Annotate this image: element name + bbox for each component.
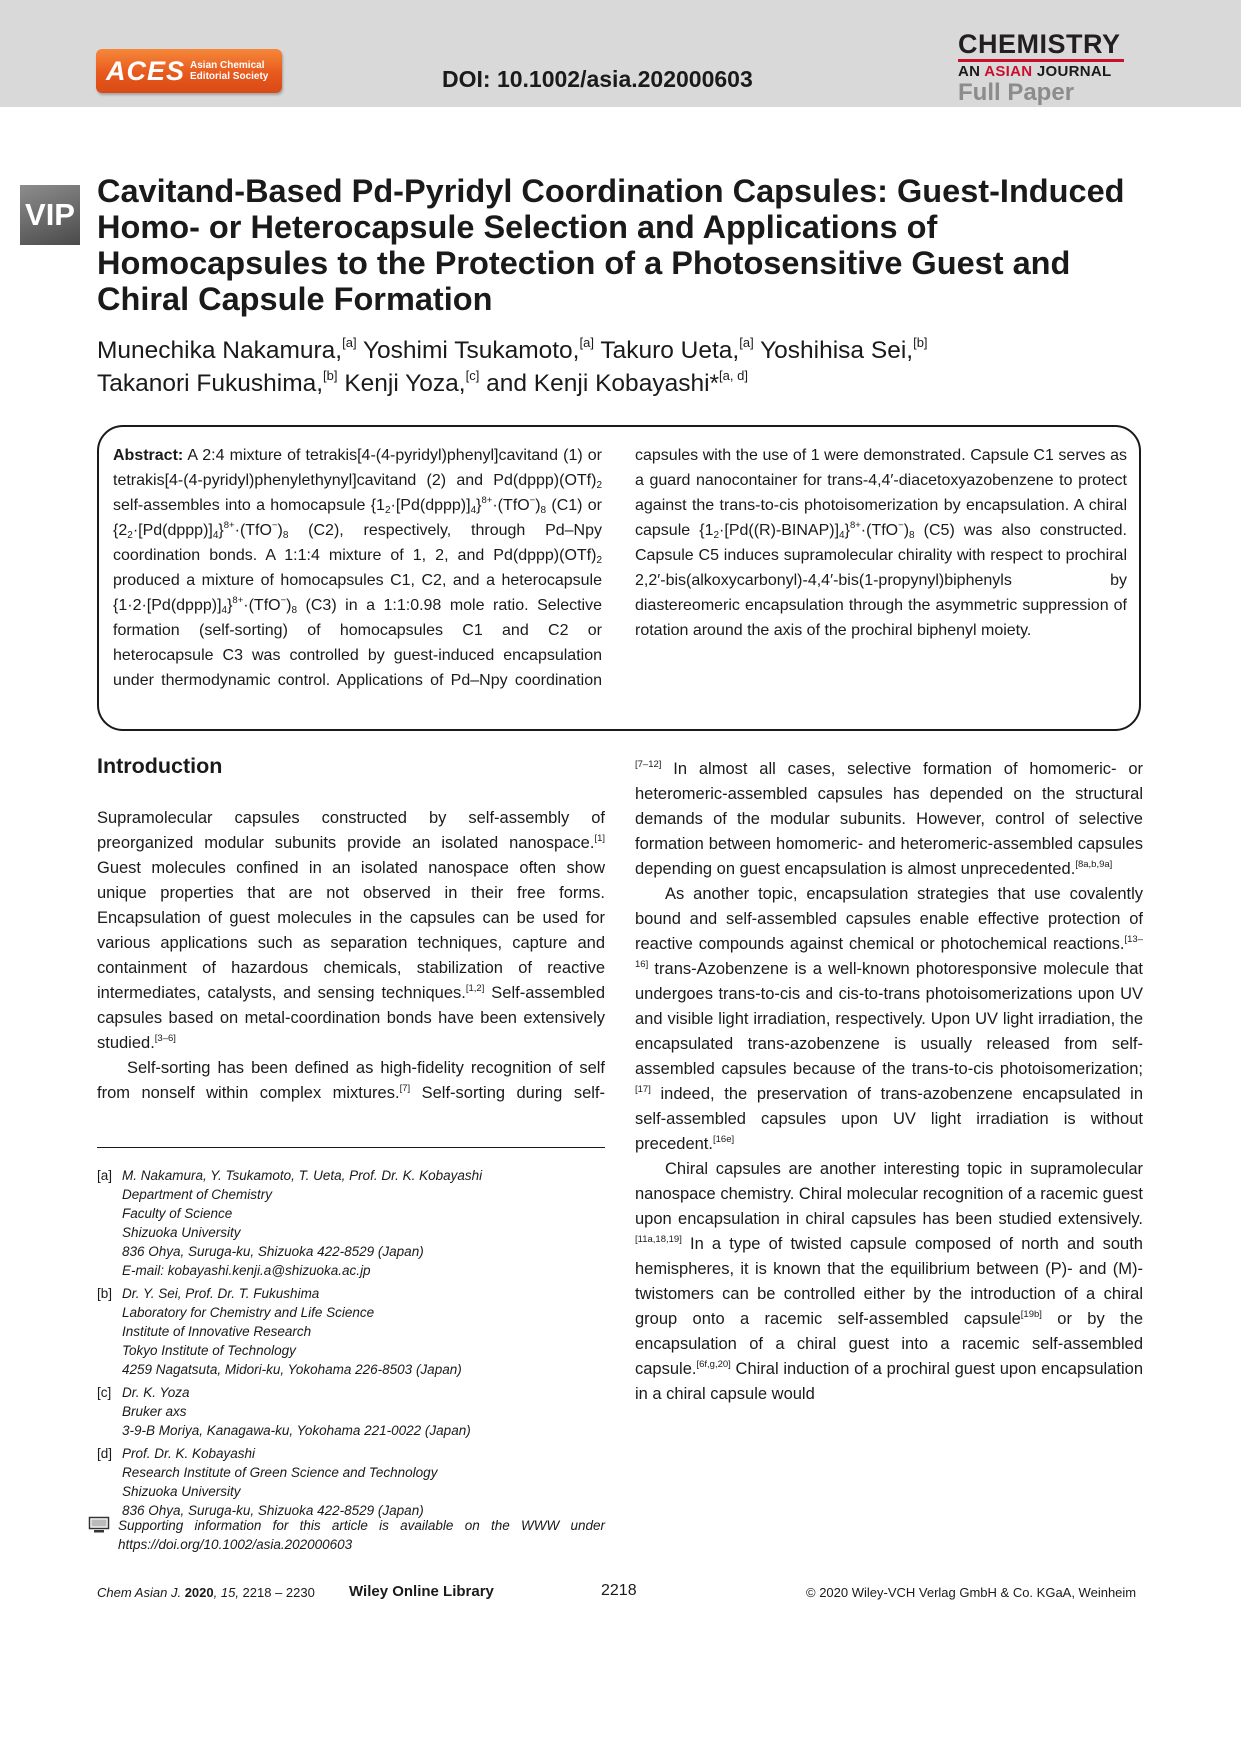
author: and Kenji Kobayashi*[a, d] xyxy=(486,368,748,397)
affiliation-b: [b] Dr. Y. Sei, Prof. Dr. T. Fukushima Laboratory for Chemistry and Life Science Institute of Innovative Research Tokyo Institute of Technology 4259 Nagatsuta, Midori-ku, Yokohama 226-8503 (Japan) xyxy=(97,1286,462,1377)
affiliation-c: [c] Dr. K. Yoza Bruker axs 3-9-B Moriya, Kanagawa-ku, Yokohama 221-0022 (Japan) xyxy=(97,1385,471,1438)
abstract-text-left: Abstract: A 2:4 mixture of tetrakis[4-(4-pyridyl)phenyl]cavitand (1) or tetrakis[4-(4-pyridyl)phenylethynyl]cavitand (2) and $Pd(dppp)(OTf)_2$ self-assembles into a homocapsule $\{1_2\cdot[Pd(dppp)]_4\}^{8+}\cdot(TfO^-)_8$ (C1) or $\{2_2\cdot[Pd(dppp)]_4\}^{8+}\cdot(TfO^-)_8$ (C2), respectively, through Pd–Npy coordination bonds. A 1:1:4 mixture of 1, 2, and $Pd(dppp)(OTf)_2$ produced a mixture of homocapsules C1, C2, and a heterocapsule $\{1\cdot 2\cdot[Pd(dppp)]_4\}^{8+}\cdot(TfO^-)_8$ (C3) in a 1:1:0.98 mole ratio. Selective formation (self-sorting) of homocapsules C1 and C2 or heterocapsule C3 was controlled by guest-induced encapsulation under thermodynamic control. Applications of Pd–Npy coordination xyxy=(113,447,602,689)
aces-logo[interactable] xyxy=(96,49,282,93)
author: Kenji Yoza,[c] xyxy=(344,368,480,397)
section-heading-introduction: Introduction xyxy=(97,754,223,778)
paragraph: [7–12] In almost all cases, selective formation of homomeric- or heteromeric-assembled capsules has depended on the structural demands of the modular subunits. However, control of selective formation between homomeric- and heteromeric-assembled capsules depending on guest encapsulation is almost unprecedented.[8a,b,9a] xyxy=(635,759,1143,878)
paragraph: Supramolecular capsules constructed by self-assembly of preorganized modular subunits provide an isolated nanospace.[1] Guest molecules confined in an isolated nanospace often show unique properties that are not observed in their free forms. Encapsulation of guest molecules in the capsules can be used for various applications such as separation techniques, capture and containment of hazardous chemicals, stabilization of reactive intermediates, catalysts, and sensing techniques.[1,2] Self-assembled capsules based on metal-coordination bonds have been extensively studied.[3–6] xyxy=(97,809,605,1052)
page-number: 2218 xyxy=(601,1582,637,1599)
paragraph: Self-sorting has been defined as high-fidelity recognition of self from nonself within complex mixtures.[7] Self-sorting during self- xyxy=(97,1059,605,1102)
article-title: Cavitand-Based Pd-Pyridyl Coordination Capsules: Guest-Induced Homo- or Heterocapsule Selection and Applications of Homocapsules to the Protection of a Photosensitive Guest and Chiral Capsule Formation xyxy=(97,173,1125,317)
article-type: Full Paper xyxy=(958,79,1075,106)
doi-link[interactable]: DOI: 10.1002/asia.202000603 xyxy=(442,66,753,92)
affiliation-d: [d] Prof. Dr. K. Kobayashi Research Institute of Green Science and Technology Shizuoka University 836 Ohya, Suruga-ku, Shizuoka 422-8529 (Japan) xyxy=(97,1446,438,1518)
affiliations xyxy=(97,1166,605,1524)
paragraph: As another topic, encapsulation strategies that use covalently bound and self-assembled capsules enable effective protection of reactive compounds against chemical or photochemical reactions.[13–16] trans-Azobenzene is a well-known photoresponsive molecule that undergoes trans-to-cis and cis-to-trans photoisomerizations upon UV and visible light irradiation, respectively. Upon UV light irradiation, the encapsulated trans-azobenzene is usually released from self-assembled capsules because of the trans-to-cis photoisomerization;[17] indeed, the preservation of trans-azobenzene encapsulated in self-assembled capsules upon UV light irradiation is without precedent.[16e] xyxy=(635,885,1143,1153)
author: Takanori Fukushima,[b] xyxy=(97,368,338,397)
affiliation-a: [a] M. Nakamura, Y. Tsukamoto, T. Ueta, Prof. Dr. K. Kobayashi Department of Chemistry Faculty of Science Shizuoka University 836 Ohya, Suruga-ku, Shizuoka 422-8529 (Japan) E-mail: kobayashi.kenji.a@shizuoka.ac.jp xyxy=(97,1168,483,1278)
author: Yoshihisa Sei,[b] xyxy=(760,335,928,364)
footnote-rule xyxy=(97,1147,605,1148)
body-column-right xyxy=(635,757,1143,1407)
supporting-info-text[interactable]: Supporting information for this article is available on the WWW under https://doi.org/10.1002/asia.202000603 xyxy=(118,1518,605,1552)
journal-logo[interactable] xyxy=(958,30,1128,105)
author-list xyxy=(97,334,1147,400)
abstract-text-right: capsules with the use of 1 were demonstrated. Capsule C1 serves as a guard nanocontainer for trans-4,4′-diacetoxyazobenzene to protect against the trans-to-cis photoisomerization by encapsulation. A chiral capsule $\{1_2\cdot[Pd((R)-BINAP)]_4\}^{8+}\cdot(TfO^-)_8$ (C5) was also constructed. Capsule C5 induces supramolecular chirality with respect to prochiral 2,2′-bis(alkoxycarbonyl)-4,4′-bis(1-propynyl)biphenyls by diastereomeric encapsulation through the asymmetric suppression of rotation around the axis of the prochiral biphenyl moiety. xyxy=(635,447,1127,639)
vip-badge: VIP xyxy=(20,185,80,245)
body-column-left xyxy=(97,806,605,1110)
journal-logo-rule xyxy=(958,59,1124,62)
wiley-online-library-link[interactable]: Wiley Online Library xyxy=(349,1583,494,1600)
journal-name: CHEMISTRY xyxy=(958,29,1121,59)
supporting-info-note xyxy=(88,1516,605,1554)
footer-citation: Chem Asian J. 2020, 15, 2218 – 2230 xyxy=(97,1585,315,1600)
aces-logo-word: ACES xyxy=(106,55,186,86)
journal-subtitle: AN ASIAN JOURNAL xyxy=(958,63,1112,80)
email-link[interactable]: E-mail: kobayashi.kenji.a@shizuoka.ac.jp xyxy=(122,1263,371,1278)
copyright: © 2020 Wiley-VCH Verlag GmbH & Co. KGaA, Weinheim xyxy=(806,1585,1137,1600)
paragraph: Chiral capsules are another interesting topic in supramolecular nanospace chemistry. Chiral molecular recognition of a racemic guest upon encapsulation in chiral capsules has been studied extensively.[11a,18,19] In a type of twisted capsule composed of north and south hemispheres, it is known that the equilibrium between (P)- and (M)-twistomers can be controlled either by the introduction of a chiral group onto a racemic self-assembled capsule[19b] or by the encapsulation of a chiral guest into a racemic self-assembled capsule.[6f,g,20] Chiral induction of a prochiral guest upon encapsulation in a chiral capsule would xyxy=(635,1160,1143,1403)
author: Munechika Nakamura,[a] xyxy=(97,335,357,364)
author: Takuro Ueta,[a] xyxy=(600,335,754,364)
computer-icon xyxy=(88,1516,118,1554)
author: Yoshimi Tsukamoto,[a] xyxy=(362,335,594,364)
aces-logo-subtitle: Asian Chemical Editorial Society xyxy=(190,60,269,82)
